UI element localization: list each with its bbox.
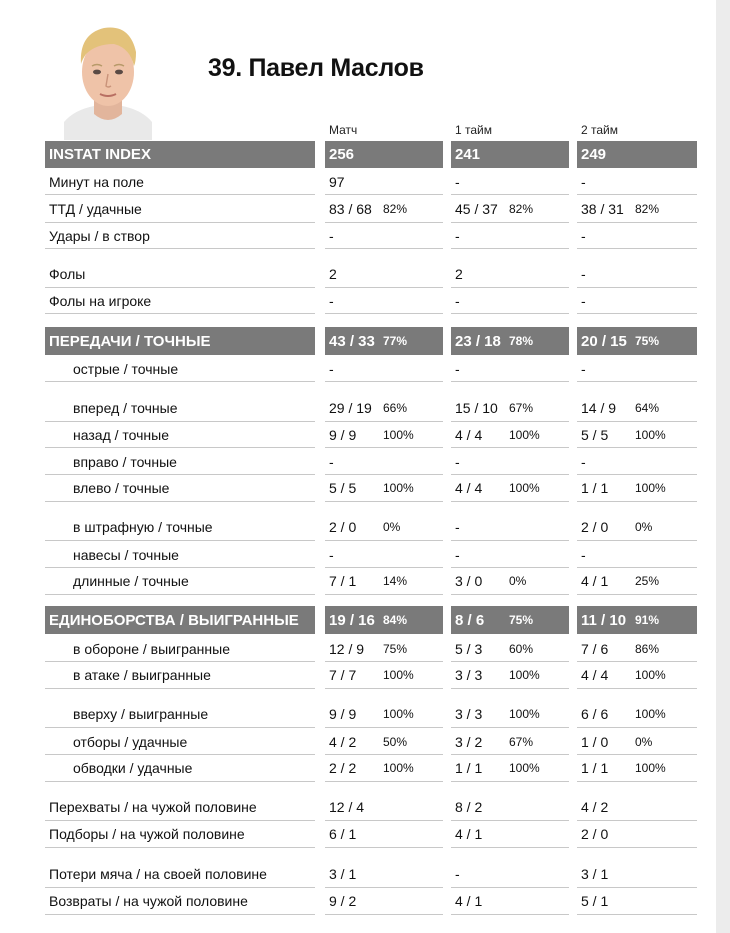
value: 9 / 9: [329, 426, 357, 443]
percent: 78%: [509, 334, 534, 348]
value: 5 / 5: [329, 480, 357, 496]
table-row: [0, 888, 716, 915]
value: 15 / 10: [455, 400, 498, 416]
table-row: [0, 475, 716, 502]
percent: 75%: [635, 334, 660, 348]
value: -: [581, 173, 586, 190]
value-cell-half-2: [577, 288, 697, 314]
percent: 100%: [509, 481, 540, 495]
value-cell-match: [325, 422, 443, 448]
value-cell-half-2: [577, 542, 697, 568]
value-cell-half-1: [451, 514, 569, 541]
percent: 60%: [509, 641, 534, 656]
table-row: [0, 729, 716, 755]
value: -: [329, 453, 334, 470]
value-cell-half-1: [451, 755, 569, 782]
value: -: [581, 227, 586, 244]
value-cell-match: [325, 861, 443, 888]
value: 9 / 9: [329, 706, 357, 722]
value-cell-half-2: [577, 861, 697, 888]
value-cell-half-2: [577, 636, 697, 662]
value-cell-half-2: [577, 568, 697, 595]
value: -: [455, 453, 460, 470]
value: 1 / 1: [581, 480, 609, 496]
value: 97: [329, 173, 345, 190]
value-cell-half-1: [451, 861, 569, 888]
value: 19 / 16: [329, 611, 375, 629]
player-photo: [64, 14, 152, 140]
value-cell-half-1: [451, 542, 569, 568]
value-cell-half-1: [451, 327, 569, 355]
value: 29 / 19: [329, 400, 372, 416]
value-cell-match: [325, 755, 443, 782]
value-cell-match: [325, 261, 443, 288]
column-header-half-1: 1 тайм: [455, 123, 492, 137]
table-row: [0, 422, 716, 448]
value: -: [455, 519, 460, 535]
value-cell-half-2: [577, 662, 697, 689]
value: 23 / 18: [455, 332, 501, 350]
value-cell-half-2: [577, 821, 697, 848]
value-cell-half-1: [451, 223, 569, 249]
value-cell-half-2: [577, 169, 697, 195]
value: -: [329, 227, 334, 244]
table-row: [0, 861, 716, 888]
value: 2 / 0: [581, 519, 609, 535]
value: 3 / 1: [329, 866, 357, 882]
value-cell-half-1: [451, 701, 569, 728]
value-cell-half-1: [451, 288, 569, 314]
value: 7 / 1: [329, 573, 357, 589]
value: 241: [455, 146, 481, 163]
value: 4 / 4: [455, 480, 483, 496]
value: -: [329, 360, 334, 377]
percent: 67%: [509, 734, 534, 749]
row-label: Минут на поле: [45, 169, 315, 195]
value: 8 / 2: [455, 799, 483, 815]
row-label: в атаке / выигранные: [45, 662, 315, 689]
value-cell-half-2: [577, 475, 697, 502]
value: 43 / 33: [329, 332, 375, 350]
value-cell-half-1: [451, 395, 569, 422]
value: -: [455, 227, 460, 244]
row-label: Фолы: [45, 261, 315, 288]
value: 1 / 0: [581, 733, 609, 750]
percent: 100%: [635, 707, 666, 721]
value-cell-match: [325, 395, 443, 422]
percent: 100%: [509, 761, 540, 775]
table-row: [0, 223, 716, 249]
value: 249: [581, 146, 607, 163]
value: 2 / 0: [329, 519, 357, 535]
value: 12 / 9: [329, 640, 365, 657]
value: -: [581, 266, 586, 282]
value: -: [581, 360, 586, 377]
value: 11 / 10: [581, 611, 627, 629]
value-cell-match: [325, 636, 443, 662]
value-cell-half-2: [577, 606, 697, 634]
value: -: [581, 292, 586, 309]
value-cell-half-2: [577, 701, 697, 728]
value-cell-match: [325, 196, 443, 223]
value-cell-half-1: [451, 636, 569, 662]
percent: 100%: [383, 707, 414, 721]
value-cell-half-1: [451, 662, 569, 689]
percent: 100%: [635, 481, 666, 495]
value-cell-half-2: [577, 755, 697, 782]
percent: 66%: [383, 401, 408, 415]
value: -: [455, 292, 460, 309]
row-label: в штрафную / точные: [45, 514, 315, 541]
value-cell-half-1: [451, 794, 569, 821]
row-label: Подборы / на чужой половине: [45, 821, 315, 848]
percent: 100%: [509, 668, 540, 682]
row-label: обводки / удачные: [45, 755, 315, 782]
value-cell-half-1: [451, 261, 569, 288]
value: 7 / 7: [329, 667, 357, 683]
value: -: [455, 546, 460, 563]
table-row: [0, 514, 716, 541]
section-header-row: [0, 141, 716, 168]
value-cell-match: [325, 701, 443, 728]
value: 3 / 3: [455, 667, 483, 683]
row-label: вверху / выигранные: [45, 701, 315, 728]
row-label: Фолы на игроке: [45, 288, 315, 314]
value: 20 / 15: [581, 332, 627, 350]
value-cell-half-2: [577, 327, 697, 355]
value-cell-half-1: [451, 888, 569, 915]
percent: 100%: [383, 427, 414, 442]
value-cell-half-1: [451, 449, 569, 475]
value-cell-match: [325, 288, 443, 314]
value-cell-half-1: [451, 821, 569, 848]
value-cell-half-2: [577, 422, 697, 448]
value: 4 / 4: [455, 426, 483, 443]
value-cell-half-2: [577, 449, 697, 475]
row-label: влево / точные: [45, 475, 315, 502]
value-cell-half-2: [577, 356, 697, 382]
value-cell-match: [325, 606, 443, 634]
percent: 64%: [635, 401, 660, 415]
row-label: Перехваты / на чужой половине: [45, 794, 315, 821]
value: 38 / 31: [581, 201, 624, 217]
section-header-row: [0, 606, 716, 634]
row-label: вперед / точные: [45, 395, 315, 422]
table-row: [0, 196, 716, 223]
row-label: навесы / точные: [45, 542, 315, 568]
value-cell-match: [325, 169, 443, 195]
row-label: Потери мяча / на своей половине: [45, 861, 315, 888]
percent: 82%: [509, 202, 534, 216]
row-label: Возвраты / на чужой половине: [45, 888, 315, 915]
percent: 100%: [635, 427, 666, 442]
value-cell-match: [325, 141, 443, 168]
value-cell-half-2: [577, 223, 697, 249]
row-label: вправо / точные: [45, 449, 315, 475]
row-label: длинные / точные: [45, 568, 315, 595]
value: 45 / 37: [455, 201, 498, 217]
value-cell-half-1: [451, 196, 569, 223]
value-cell-half-2: [577, 514, 697, 541]
percent: 82%: [635, 202, 660, 216]
row-label: ПЕРЕДАЧИ / ТОЧНЫЕ: [45, 327, 315, 355]
table-row: [0, 395, 716, 422]
value: 8 / 6: [455, 611, 485, 629]
value: 14 / 9: [581, 400, 617, 416]
table-row: [0, 755, 716, 782]
percent: 75%: [509, 613, 534, 627]
row-label: ЕДИНОБОРСТВА / ВЫИГРАННЫЕ: [45, 606, 315, 634]
value-cell-match: [325, 888, 443, 915]
value-cell-match: [325, 223, 443, 249]
percent: 100%: [635, 668, 666, 682]
value: 9 / 2: [329, 893, 357, 909]
value-cell-half-1: [451, 729, 569, 755]
value-cell-half-1: [451, 141, 569, 168]
value: -: [581, 546, 586, 563]
percent: 0%: [383, 520, 401, 534]
value: 6 / 1: [329, 826, 357, 842]
value: -: [581, 453, 586, 470]
table-row: [0, 261, 716, 288]
section-header-row: [0, 327, 716, 355]
column-header-half-2: 2 тайм: [581, 123, 618, 137]
table-row: [0, 701, 716, 728]
percent: 0%: [635, 734, 653, 749]
table-row: [0, 542, 716, 568]
value-cell-match: [325, 514, 443, 541]
table-row: [0, 356, 716, 382]
value: 1 / 1: [581, 760, 609, 776]
value: 6 / 6: [581, 706, 609, 722]
value-cell-match: [325, 327, 443, 355]
value-cell-match: [325, 568, 443, 595]
value-cell-match: [325, 794, 443, 821]
value-cell-half-1: [451, 475, 569, 502]
row-label: INSTAT INDEX: [45, 141, 315, 168]
percent: 0%: [509, 574, 527, 588]
table-row: [0, 794, 716, 821]
value-cell-half-1: [451, 169, 569, 195]
value-cell-half-1: [451, 606, 569, 634]
percent: 91%: [635, 613, 660, 627]
value-cell-match: [325, 662, 443, 689]
scrollbar-track[interactable]: [716, 0, 730, 933]
percent: 50%: [383, 734, 408, 749]
table-row: [0, 169, 716, 195]
value-cell-match: [325, 449, 443, 475]
table-row: [0, 449, 716, 475]
table-row: [0, 636, 716, 662]
value-cell-match: [325, 475, 443, 502]
value: 3 / 2: [455, 733, 483, 750]
percent: 100%: [509, 427, 540, 442]
value-cell-match: [325, 542, 443, 568]
value-cell-half-1: [451, 422, 569, 448]
value-cell-half-2: [577, 888, 697, 915]
percent: 86%: [635, 641, 660, 656]
value: 5 / 1: [581, 893, 609, 909]
value: 2: [455, 266, 463, 282]
value: -: [329, 546, 334, 563]
row-label: в обороне / выигранные: [45, 636, 315, 662]
percent: 14%: [383, 574, 408, 588]
row-label: Удары / в створ: [45, 223, 315, 249]
value: -: [455, 866, 460, 882]
row-label: ТТД / удачные: [45, 196, 315, 223]
column-header-match: Матч: [329, 123, 358, 137]
value: 3 / 3: [455, 706, 483, 722]
value-cell-half-1: [451, 568, 569, 595]
player-title: 39. Павел Маслов: [208, 54, 424, 82]
percent: 100%: [383, 481, 414, 495]
percent: 100%: [635, 761, 666, 775]
percent: 100%: [383, 668, 414, 682]
percent: 75%: [383, 641, 408, 656]
value-cell-half-2: [577, 395, 697, 422]
value: -: [329, 292, 334, 309]
value-cell-match: [325, 821, 443, 848]
percent: 77%: [383, 334, 408, 348]
value: 7 / 6: [581, 640, 609, 657]
value-cell-half-2: [577, 196, 697, 223]
value: 4 / 2: [329, 733, 357, 750]
value: -: [455, 360, 460, 377]
value: 3 / 0: [455, 573, 483, 589]
value: 12 / 4: [329, 799, 365, 815]
table-row: [0, 662, 716, 689]
value: 4 / 1: [455, 893, 483, 909]
value: 2: [329, 266, 337, 282]
percent: 0%: [635, 520, 653, 534]
percent: 82%: [383, 202, 408, 216]
table-row: [0, 821, 716, 848]
value: 1 / 1: [455, 760, 483, 776]
value: 4 / 2: [581, 799, 609, 815]
value-cell-half-2: [577, 729, 697, 755]
value-cell-match: [325, 729, 443, 755]
row-label: назад / точные: [45, 422, 315, 448]
percent: 84%: [383, 613, 408, 627]
value-cell-half-1: [451, 356, 569, 382]
row-label: отборы / удачные: [45, 729, 315, 755]
table-row: [0, 288, 716, 314]
value: 4 / 1: [581, 573, 609, 589]
value: 5 / 5: [581, 426, 609, 443]
value: 83 / 68: [329, 201, 372, 217]
value-cell-match: [325, 356, 443, 382]
value: -: [455, 173, 460, 190]
value: 2 / 0: [581, 826, 609, 842]
value-cell-half-2: [577, 141, 697, 168]
value-cell-half-2: [577, 261, 697, 288]
percent: 67%: [509, 401, 534, 415]
value: 5 / 3: [455, 640, 483, 657]
value: 4 / 4: [581, 667, 609, 683]
value: 256: [329, 146, 355, 163]
value-cell-half-2: [577, 794, 697, 821]
table-row: [0, 568, 716, 595]
value: 2 / 2: [329, 760, 357, 776]
row-label: острые / точные: [45, 356, 315, 382]
value: 4 / 1: [455, 826, 483, 842]
value: 3 / 1: [581, 866, 609, 882]
percent: 100%: [509, 707, 540, 721]
percent: 25%: [635, 574, 660, 588]
percent: 100%: [383, 761, 414, 775]
